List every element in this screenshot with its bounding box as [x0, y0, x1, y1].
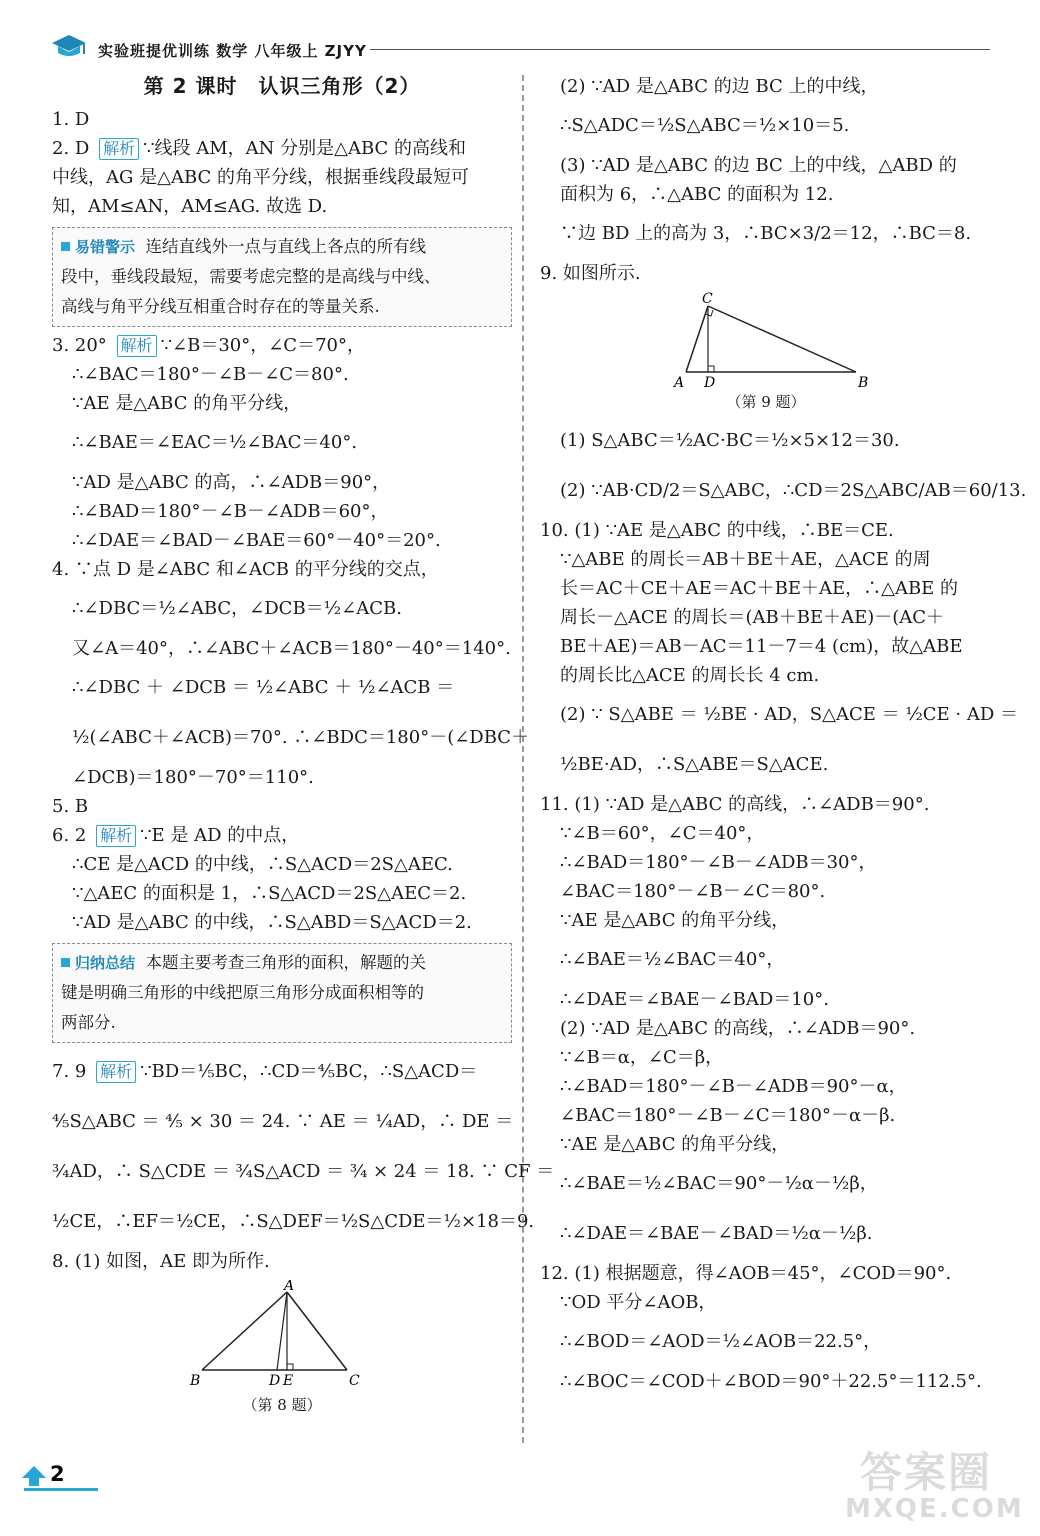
- analysis-tag: 解析: [96, 825, 136, 847]
- answer-4-line: ½(∠ABC＋∠ACB)＝70°. ∴∠BDC＝180°－(∠DBC＋: [72, 727, 530, 748]
- graduation-cap-icon: [50, 32, 88, 62]
- answer-7-line: ½CE，∴EF＝½CE，∴S△DEF＝½S△CDE＝½×18＝9.: [52, 1211, 535, 1232]
- answer-11-line: ∴∠DAE＝∠BAE－∠BAD＝10°.: [560, 989, 829, 1010]
- answer-11-line: ∵∠B＝α，∠C＝β，: [560, 1047, 724, 1068]
- figure-caption: （第 8 题）: [242, 1396, 322, 1414]
- answer-6-line: ∵△AEC 的面积是 1，∴S△ACD＝2S△AEC＝2.: [72, 883, 467, 904]
- answer-10-line: ∵△ABE 的周长＝AB＋BE＋AE，△ACE 的周: [560, 549, 931, 570]
- answer-7-line: ⅘S△ABC ＝ ⅘ × 30 ＝ 24. ∵ AE ＝ ¼AD，∴ DE ＝: [52, 1111, 514, 1132]
- answer-8: 8. (1) 如图，AE 即为所作.: [52, 1251, 270, 1272]
- answer-11: 11. (1) ∵AD 是△ABC 的高线，∴∠ADB＝90°.: [540, 794, 930, 815]
- vertex-label: D: [269, 1373, 281, 1389]
- answer-9: 9. 如图所示.: [540, 263, 641, 284]
- answer-11-line: ∴∠BAE＝½∠BAC＝90°－½α－½β，: [560, 1173, 878, 1194]
- answer-3-line: ∴∠BAC＝180°－∠B－∠C＝80°.: [72, 364, 349, 385]
- answer-11-line: ∴∠BAE＝½∠BAC＝40°，: [560, 949, 785, 970]
- answer-1: 1. D: [52, 109, 90, 130]
- answer-11-line: ∵∠B＝60°，∠C＝40°，: [560, 823, 765, 844]
- book-title: 实验班提优训练 数学 八年级上 ZJYY: [98, 42, 367, 60]
- answer-6-line: ∴CE 是△ACD 的中线，∴S△ACD＝2S△AEC.: [72, 854, 453, 875]
- page-number: [20, 1460, 82, 1490]
- vertex-label: B: [190, 1373, 201, 1389]
- right-column: [540, 72, 1027, 1396]
- watermark-en: MXQE.COM: [845, 1494, 1024, 1524]
- page-number-text: 2: [50, 1462, 65, 1486]
- watermark: [805, 1440, 1030, 1530]
- box-line: 高线与角平分线互相重合时存在的等量关系.: [61, 297, 380, 316]
- watermark-cn: 答案圈: [860, 1448, 993, 1497]
- vertex-label: B: [858, 375, 869, 391]
- box-line: 段中，垂线段最短，需要考虑完整的是高线与中线、: [61, 267, 441, 286]
- answer-4-line: ∴∠DBC ＋ ∠DCB ＝ ½∠ABC ＋ ½∠ACB ＝: [72, 677, 455, 698]
- answer-11-line: ∵AE 是△ABC 的角平分线，: [560, 1134, 790, 1155]
- answer-12-line: ∴∠BOD＝∠AOD＝½∠AOB＝22.5°，: [560, 1331, 882, 1352]
- answer-8-line: ∵边 BD 上的高为 3，∴BC×3/2＝12，∴BC＝8.: [560, 223, 972, 244]
- answer-7: 7. 9 解析 ∵BD＝⅕BC，∴CD＝⅘BC，∴S△ACD＝: [52, 1061, 478, 1082]
- box-line: 键是明确三角形的中线把原三角形分成面积相等的: [61, 983, 424, 1002]
- answer-3-line: ∴∠DAE＝∠BAD－∠BAE＝60°－40°＝20°.: [72, 530, 441, 551]
- answer-8-line: 面积为 6，∴△ABC 的面积为 12.: [560, 184, 834, 205]
- answer-10: 10. (1) ∵AE 是△ABC 的中线，∴BE＝CE.: [540, 520, 894, 541]
- answer-8-line: ∴S△ADC＝½S△ABC＝½×10＝5.: [560, 115, 850, 136]
- answer-12: 12. (1) 根据题意，得∠AOB＝45°，∠COD＝90°.: [540, 1263, 952, 1284]
- answer-12-line: ∴∠BOC＝∠COD＋∠BOD＝90°＋22.5°＝112.5°.: [560, 1371, 982, 1392]
- figure-9: [540, 292, 992, 412]
- answer-9-part1: (1) S△ABC＝½AC·BC＝½×5×12＝30.: [560, 430, 900, 451]
- vertex-label: E: [283, 1373, 294, 1389]
- answer-3-line: ∵AE 是△ABC 的角平分线，: [72, 393, 302, 414]
- answer-8-part3: (3) ∵AD 是△ABC 的边 BC 上的中线，△ABD 的: [560, 155, 957, 176]
- vertex-label: C: [349, 1373, 360, 1389]
- answer-5: 5. B: [52, 796, 89, 817]
- answer-2-line: 中线，AG 是△ABC 的角平分线，根据垂线段最短可: [52, 167, 469, 188]
- up-arrow-icon: [22, 1466, 46, 1486]
- answer-11-line: ∴∠BAD＝180°－∠B－∠ADB＝30°，: [560, 852, 877, 873]
- figure-8: [52, 1280, 512, 1415]
- triangle-diagram: [187, 1280, 377, 1395]
- answer-10-line: BE＋AE)＝AB－AC＝11－7＝4 (cm)，故△ABE: [560, 636, 963, 657]
- answer-12-line: ∵OD 平分∠AOB，: [560, 1292, 717, 1313]
- answer-10-line: ½BE·AD，∴S△ABE＝S△ACE.: [560, 754, 829, 775]
- vertex-label: A: [284, 1280, 295, 1294]
- right-triangle-diagram: [656, 292, 876, 392]
- answer-2: 2. D 解析 ∵线段 AM，AN 分别是△ABC 的高线和: [52, 138, 467, 159]
- answer-4-line: ∠DCB)＝180°－70°＝110°.: [72, 767, 314, 788]
- answer-11-line: ∴∠BAD＝180°－∠B－∠ADB＝90°－α，: [560, 1076, 907, 1097]
- header-rule: [370, 49, 990, 50]
- answer-9-part2: (2) ∵AB·CD/2＝S△ABC，∴CD＝2S△ABC/AB＝60/13.: [560, 480, 1027, 501]
- answer-6: 6. 2 解析 ∵E 是 AD 的中点，: [52, 825, 300, 846]
- analysis-tag: 解析: [99, 138, 139, 160]
- answer-8-part2: (2) ∵AD 是△ABC 的边 BC 上的中线，: [560, 76, 879, 97]
- answer-10-line: 长＝AC＋CE＋AE＝AC＋BE＋AE，∴△ABE 的: [560, 578, 959, 599]
- summary-box: 归纳总结 本题主要考查三角形的面积，解题的关 键是明确三角形的中线把原三角形分成面积相等的 两部分.: [52, 943, 512, 1043]
- answer-11-line: (2) ∵AD 是△ABC 的高线，∴∠ADB＝90°.: [560, 1018, 916, 1039]
- answer-7-line: ¾AD，∴ S△CDE ＝ ¾S△ACD ＝ ¾ × 24 ＝ 18. ∵ CF ＝: [52, 1161, 555, 1182]
- box-line: 两部分.: [61, 1013, 116, 1032]
- answer-4-line: ∴∠DBC＝½∠ABC，∠DCB＝½∠ACB.: [72, 598, 402, 619]
- answer-3-line: ∴∠BAE＝∠EAC＝½∠BAC＝40°.: [72, 432, 358, 453]
- answer-11-line: ∵AE 是△ABC 的角平分线，: [560, 910, 790, 931]
- box-label: 易错警示: [61, 238, 135, 256]
- answer-3: 3. 20° 解析 ∵∠B＝30°，∠C＝70°，: [52, 335, 365, 356]
- answer-2-line: 知，AM≤AN，AM≤AG. 故选 D.: [52, 196, 328, 217]
- analysis-tag: 解析: [117, 335, 157, 357]
- answer-11-line: ∴∠DAE＝∠BAE－∠BAD＝½α－½β.: [560, 1223, 873, 1244]
- page-header: [40, 30, 980, 70]
- answer-3-line: ∴∠BAD＝180°－∠B－∠ADB＝60°，: [72, 501, 389, 522]
- left-column: [52, 72, 555, 1419]
- analysis-tag: 解析: [96, 1061, 136, 1083]
- answer-10-line: (2) ∵ S△ABE ＝ ½BE · AD，S△ACE ＝ ½CE · AD ＝: [560, 704, 1018, 725]
- answer-11-line: ∠BAC＝180°－∠B－∠C＝180°－α－β.: [560, 1105, 896, 1126]
- answer-4-line: 又∠A＝40°，∴∠ABC＋∠ACB＝180°－40°＝140°.: [72, 638, 511, 659]
- vertex-label: A: [674, 375, 685, 391]
- answer-3-line: ∵AD 是△ABC 的高，∴∠ADB＝90°，: [72, 472, 391, 493]
- figure-caption: （第 9 题）: [726, 393, 806, 411]
- page-number-bar: [24, 1488, 98, 1491]
- answer-10-line: 的周长比△ACE 的周长长 4 cm.: [560, 665, 820, 686]
- box-label: 归纳总结: [61, 954, 135, 972]
- answer-11-line: ∠BAC＝180°－∠B－∠C＝80°.: [560, 881, 826, 902]
- answer-6-line: ∵AD 是△ABC 的中线，∴S△ABD＝S△ACD＝2.: [72, 912, 472, 933]
- vertex-label: C: [702, 292, 713, 307]
- error-warning-box: 易错警示 连结直线外一点与直线上各点的所有线 段中，垂线段最短，需要考虑完整的是高线与中线、 高线与角平分线互相重合时存在的等量关系.: [52, 227, 512, 327]
- vertex-label: D: [704, 375, 716, 391]
- answer-4: 4. ∵点 D 是∠ABC 和∠ACB 的平分线的交点，: [52, 559, 439, 580]
- lesson-title: 第 2 课时 认识三角形（2）: [143, 74, 421, 98]
- answer-10-line: 周长－△ACE 的周长＝(AB＋BE＋AE)－(AC＋: [560, 607, 945, 628]
